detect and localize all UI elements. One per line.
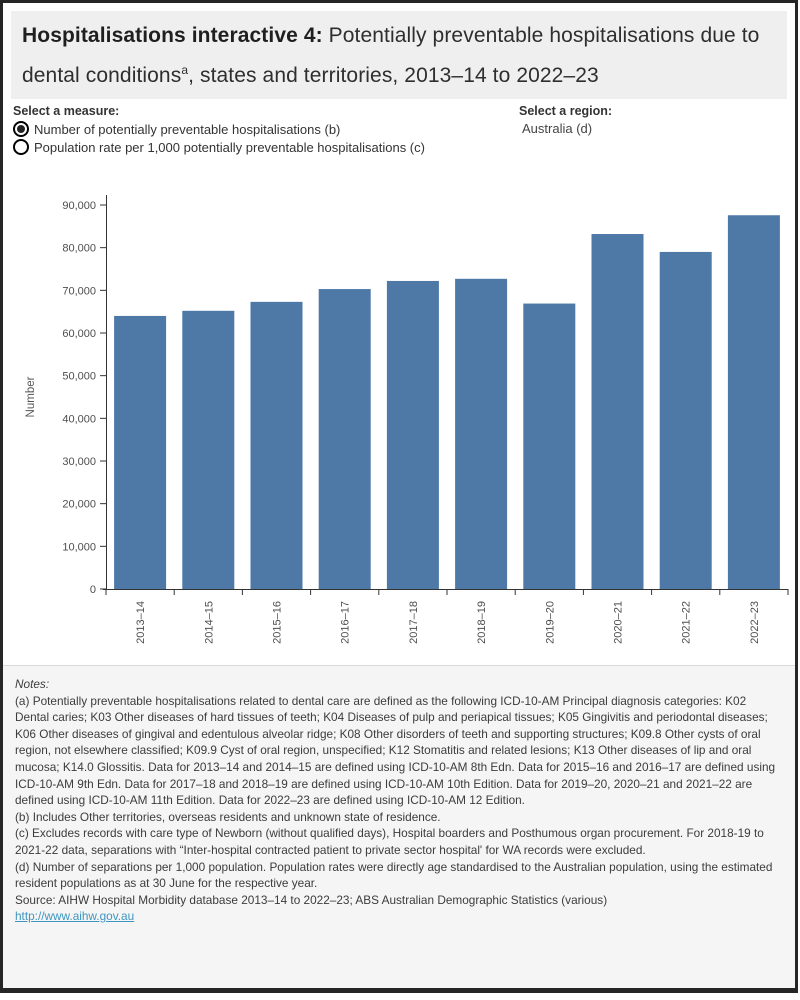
y-axis-tick-label: 60,000 xyxy=(62,328,96,340)
y-axis-tick-label: 40,000 xyxy=(62,413,96,426)
region-selector-label: Select a region: xyxy=(519,104,613,118)
y-axis-tick-label: 70,000 xyxy=(62,285,96,298)
bar-2018–19[interactable] xyxy=(455,279,507,589)
radio-selected-icon[interactable] xyxy=(13,121,29,137)
y-axis-tick-label: 0 xyxy=(89,584,96,596)
bar-2019–20[interactable] xyxy=(523,304,575,589)
y-axis-tick-label: 90,000 xyxy=(62,200,96,212)
y-axis-tick-label: 50,000 xyxy=(62,370,96,383)
measure-option-rate[interactable] xyxy=(13,138,425,156)
x-axis-label-2020–21: 2020–21 xyxy=(612,601,625,644)
source-link[interactable]: http://www.aihw.gov.au xyxy=(15,909,135,924)
x-axis-label-2021–22: 2021–22 xyxy=(680,601,693,644)
measure-selector-label: Select a measure: xyxy=(13,104,120,118)
bar-2014–15[interactable] xyxy=(182,311,234,589)
x-axis-label-2013–14: 2013–14 xyxy=(135,601,148,644)
bar-2020–21[interactable] xyxy=(592,234,644,589)
notes-section xyxy=(3,665,795,988)
y-axis-title: Number xyxy=(25,376,37,418)
bar-2013–14[interactable] xyxy=(114,316,166,589)
x-axis-label-2018–19: 2018–19 xyxy=(476,601,489,644)
bar-2017–18[interactable] xyxy=(387,281,439,589)
bar-2021–22[interactable] xyxy=(660,252,712,589)
measure-option-rate-label: Population rate per 1,000 potentially preventable hospitalisations (c) xyxy=(34,139,425,155)
note-a: (a) Potentially preventable hospitalisations related to dental care are defined as the following ICD-10-AM Principal diagnosis categories: K02 Dental caries; K03 Other diseases of hard tissues of teeth; K04 Diseases of pulp and periapical tissues; K05 Gingivitis and periodontal diseases; K06 Other diseases of gingival and edentulous alveolar ridge; K08 Other disorders of teeth and supporting structures; K09.8 Other cysts of oral region, not elsewhere classified; K09.9 Cyst of oral region, unspecified; K12 Stomatitis and related lesions; K13 Other diseases of lip and oral mucosa; K14.0 Glossitis. Data for 2013–14 and 2014–15 are defined using ICD-10-AM 8th Edn. Data for 2015–16 and 2016–17 are defined using ICD-10-AM 9th Edn. Data for 2017–18 and 2018–19 are defined using ICD-10-AM 10th Edition. Data for 2019–20, 2020–21 and 2021–22 are defined using ICD-10-AM 11th Edition. Data for 2022–23 are defined using ICD-10-AM 12 Edition. xyxy=(15,693,776,808)
y-axis-tick-label: 80,000 xyxy=(62,242,96,255)
bar-2016–17[interactable] xyxy=(319,289,371,589)
controls-row xyxy=(3,99,795,169)
page-title-footnote-marker: a xyxy=(181,63,189,77)
bar-chart xyxy=(3,169,795,665)
y-axis-tick-label: 10,000 xyxy=(62,541,96,554)
page-title-text: Potentially preventable hospitalisations due to dental conditions xyxy=(22,24,760,87)
page-title-bold: Hospitalisations interactive 4: xyxy=(22,24,323,47)
x-axis-label-2014–15: 2014–15 xyxy=(203,601,216,644)
x-axis-label-2019–20: 2019–20 xyxy=(544,601,557,644)
y-axis-tick-label: 30,000 xyxy=(62,456,96,468)
note-d: (d) Number of separations per 1,000 population. Population rates were directly age standardised to the Australian population, using the estimated resident populations as at 30 June for the respective year. xyxy=(15,859,773,891)
bar-2015–16[interactable] xyxy=(251,302,303,589)
page-title xyxy=(11,11,787,99)
region-selected-value[interactable]: Australia (d) xyxy=(522,121,593,136)
note-b: (b) Includes Other territories, overseas residents and unknown state of residence. xyxy=(15,809,441,824)
measure-option-number[interactable] xyxy=(13,120,425,138)
bar-2022–23[interactable] xyxy=(728,215,780,589)
source-line: Source: AIHW Hospital Morbidity database 2013–14 to 2022–23; ABS Australian Demographic Statistics (various) xyxy=(15,892,608,907)
region-selector xyxy=(519,104,612,136)
x-axis-label-2015–16: 2015–16 xyxy=(271,601,284,644)
page-title-text-tail: , states and territories, 2013–14 to 2022–23 xyxy=(188,64,599,87)
x-axis-label-2017–18: 2017–18 xyxy=(407,601,420,644)
radio-unselected-icon[interactable] xyxy=(13,139,29,155)
measure-option-number-label: Number of potentially preventable hospitalisations (b) xyxy=(34,121,341,137)
y-axis-tick-label: 20,000 xyxy=(62,498,96,511)
chart-area xyxy=(3,169,795,665)
x-axis-label-2022–23: 2022–23 xyxy=(748,601,761,644)
x-axis-label-2016–17: 2016–17 xyxy=(339,601,352,644)
note-c: (c) Excludes records with care type of Newborn (without qualified days), Hospital boarders and Posthumous organ procurement. For 2018-19 to 2021-22 data, separations with “Inter-hospital contracted patient to private sector hospital' for WA records were excluded. xyxy=(15,826,764,857)
measure-selector xyxy=(13,104,425,156)
notes-heading: Notes: xyxy=(15,677,50,691)
